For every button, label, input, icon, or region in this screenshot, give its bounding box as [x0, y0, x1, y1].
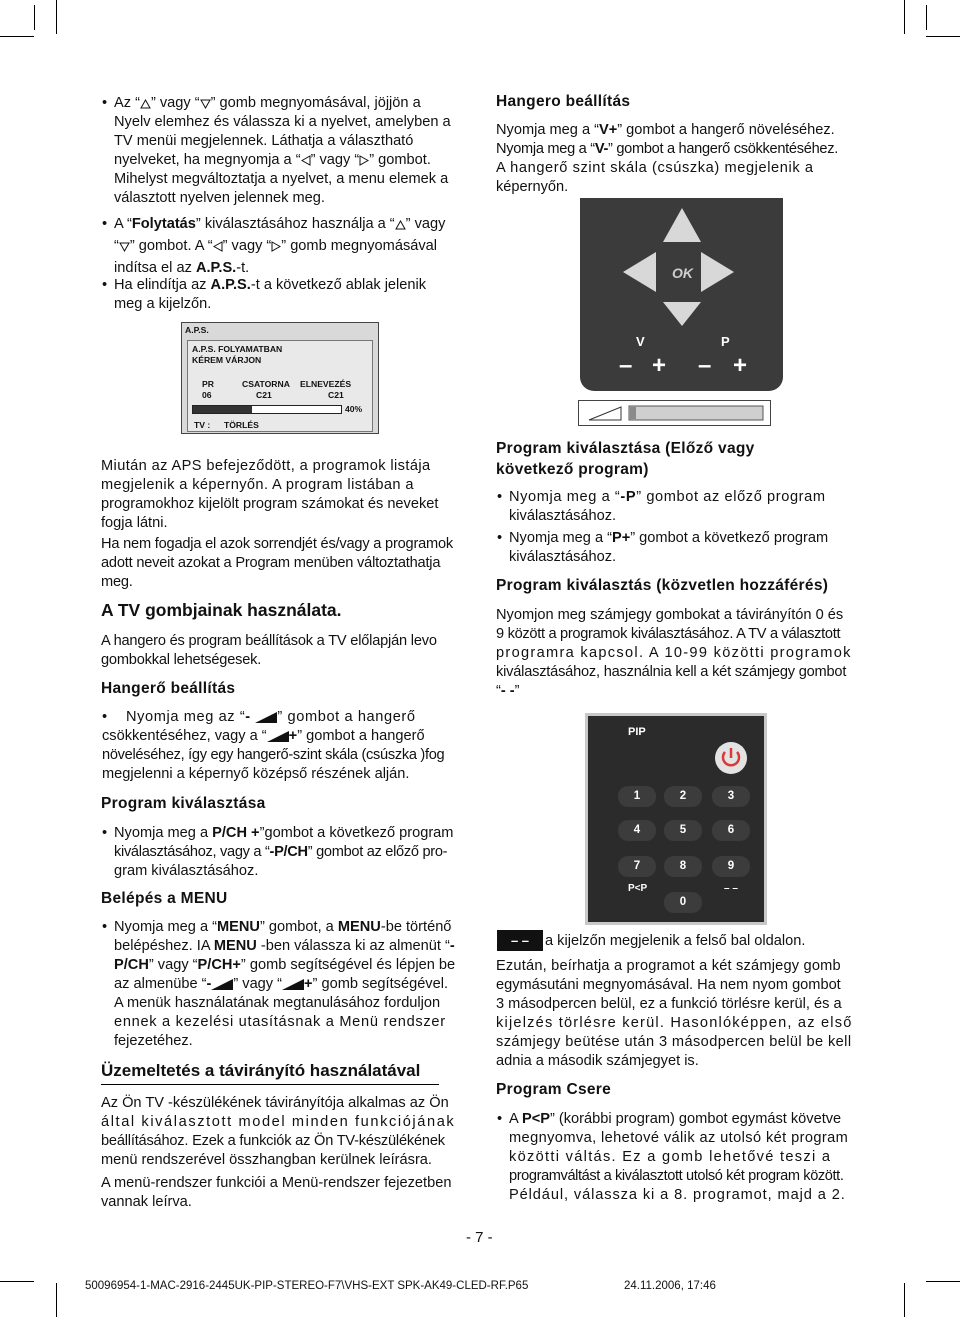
heading-volume-left: Hangerő beállítás	[101, 680, 236, 697]
crop-mark	[926, 5, 927, 30]
paragraph-volume-remote: Nyomja meg a “V+” gombot a hangerő növeléséhez. Nyomja meg a “V-” gombot a hangerő csökkentéséhez. A hangerő szint skála (csúszka) megjelenik a képernyőn.	[496, 122, 838, 195]
heading-rule	[101, 1084, 439, 1085]
up-triangle-icon	[395, 220, 406, 230]
aps-row-name: C21	[328, 390, 344, 400]
nav-left-button	[701, 252, 734, 292]
aps-line1: A.P.S. FOLYAMATBAN	[192, 344, 283, 354]
aps-col-pr: PR	[202, 379, 214, 389]
aps-tv-value: TÖRLÉS	[224, 420, 259, 430]
volume-minus-button[interactable]: –	[619, 352, 633, 379]
down-triangle-icon	[200, 99, 211, 109]
aps-row-pr: 06	[202, 390, 212, 400]
heading-remote: Üzemeltetés a távirányító használatával	[101, 1061, 421, 1080]
crop-mark	[904, 1283, 905, 1317]
volume-ramp-icon	[267, 731, 289, 742]
heading-program-swap: Program Csere	[496, 1081, 612, 1098]
aps-progress-label: 40%	[345, 404, 363, 414]
paragraph-aps-done: Miután az APS befejeződött, a programok listája megjelenik a képernyőn. A program listában a programokhoz kijelölt program számokat és neveket fogja látni.	[101, 458, 439, 531]
crop-mark	[56, 0, 57, 34]
aps-panel	[187, 340, 373, 432]
bullet-aps-start: • Ha elindítja az A.P.S.-t a következő ablak jelenik meg a kijelzőn.	[102, 276, 482, 314]
volume-plus-button[interactable]: +	[652, 352, 667, 379]
aps-tv-label: TV :	[194, 420, 211, 430]
program-minus-button[interactable]: –	[698, 352, 712, 379]
remote-control-numpad	[585, 713, 767, 925]
key-0[interactable]: 0	[664, 892, 702, 913]
volume-ramp-icon	[255, 712, 277, 723]
bullet-continue: • A “Folytatás” kiválasztásához használja a “ ” vagy “ ” gombot. A “ ” vagy “ ” gomb megnyomásával indítsa el az A.P.S.-t.	[102, 213, 482, 279]
aps-row-channel: C21	[256, 390, 272, 400]
volume-label: V	[636, 334, 645, 349]
bullet-program-plus: • Nyomja meg a “P+” gombot a következő program kiválasztásához.	[497, 529, 877, 567]
remote-nav-pad	[580, 198, 783, 391]
key-2[interactable]: 2	[664, 786, 702, 807]
aps-col-channel: CSATORNA	[242, 379, 290, 389]
paragraph-remote: Az Ön TV -készülékének távirányítója alkalmas az Ön által kiválasztott model minden funkciójának beállításához. Ezek a funkciók az Ön TV-készülékének menü rendszerével összhangban kerülnek leírásra.	[101, 1095, 456, 1168]
nav-down-button	[663, 302, 701, 326]
crop-mark	[904, 0, 905, 34]
crop-mark	[34, 5, 35, 30]
right-triangle-icon	[359, 155, 369, 166]
aps-progress-bar	[192, 405, 342, 414]
heading-menu: Belépés a MENU	[101, 890, 228, 907]
bullet-program-swap: • A P<P” (korábbi program) gombot egymást követve megnyomva, lehetové válik az utolsó két program közötti váltás. Ez a gomb lehetővé teszi a programváltást a kiválasztott utolsó két program között. Például, válassza ki a 8. programot, majd a 2.	[497, 1110, 877, 1205]
heading-program-prev-next: Program kiválasztása (Előző vagy következő program)	[496, 440, 755, 478]
bullet-volume-front: • Nyomja meg az “- ” gombot a hangerő csökkentéséhez, vagy a “ +” gombot a hangerő növeléséhez, így egy hangerő-szint skála (csúszka )fog megjelenni a képernyő középső részének alján.	[102, 708, 482, 784]
key-7[interactable]: 7	[618, 856, 656, 877]
heading-tv-buttons: A TV gombjainak használata.	[101, 600, 342, 620]
aps-line2: KÉREM VÁRJON	[192, 355, 262, 365]
paragraph-direct-access: Nyomjon meg számjegy gombokat a távirányítón 0 és 9 között a programok kiválasztásához. A TV a választott programra kapcsol. A 10-99 közötti programok kiválasztásához, használnia kell a két számjegy gombot “- -”	[496, 607, 852, 699]
heading-program-select: Program kiválasztása	[101, 795, 266, 812]
power-icon[interactable]	[713, 740, 749, 776]
bullet-menu: • Nyomja meg a “MENU” gombot, a MENU-be történő belépéshez. IA MENU -ben válassza ki az almenüt “- P/CH” vagy “P/CH+” gomb segítségével és lépjen be az almenübe “- ” vagy “ +” gomb segítségével. A menük használatának megtanulásához forduljon ennek a kezelési utasításnak a Menü rendszer fejezetéhez.	[102, 918, 482, 1051]
two-digit-indicator: – –	[497, 930, 543, 951]
up-triangle-icon	[140, 99, 151, 109]
crop-mark	[0, 36, 34, 37]
pip-label: PIP	[628, 726, 646, 738]
nav-up-button	[663, 208, 701, 242]
volume-slider-graphic	[579, 401, 770, 425]
paragraph-indicator: a kijelzőn megjelenik a felső bal oldalon.	[545, 933, 806, 949]
aps-screen	[181, 322, 379, 434]
program-label: P	[721, 334, 730, 349]
paragraph-two-digit: Ezután, beírhatja a programot a két számjegy gomb egymásutáni megnyomásával. Ha nem nyom gombot 3 másodpercen belül, ez a funkció törlésre kerül, és a kijelzés törlésre kerül. Hasonlóképpen, az első számjegy beütése után 3 másodpercen belül be kell adnia a második számjegyet is.	[496, 958, 853, 1069]
key-ppp[interactable]: P<P	[628, 883, 648, 894]
bullet-program-minus: • Nyomja meg a “-P” gombot az előző program kiválasztásához.	[497, 488, 877, 526]
heading-volume-right: Hangero beállítás	[496, 93, 631, 110]
right-triangle-icon	[271, 241, 281, 252]
key-dash-label: – –	[724, 883, 738, 894]
footer-filename: 50096954-1-MAC-2916-2445UK-PIP-STEREO-F7\VHS-EXT SPK-AK49-CLED-RF.P65	[85, 1280, 529, 1292]
crop-mark	[56, 1283, 57, 1317]
key-9[interactable]: 9	[712, 856, 750, 877]
aps-col-name: ELNEVEZÉS	[300, 379, 352, 389]
key-8[interactable]: 8	[664, 856, 702, 877]
page-number: - 7 -	[466, 1229, 493, 1246]
paragraph-front-buttons: A hangero és program beállítások a TV előlapján levo gombokkal lehetségesek.	[101, 633, 437, 668]
remote-control-top	[580, 198, 783, 391]
key-1[interactable]: 1	[618, 786, 656, 807]
aps-progress-fill	[193, 406, 252, 413]
key-4[interactable]: 4	[618, 820, 656, 841]
paragraph-aps-order: Ha nem fogadja el azok sorrendjét és/vagy a programok adott neveit azokat a Program menüben változtathatja meg.	[101, 536, 454, 590]
key-5[interactable]: 5	[664, 820, 702, 841]
program-plus-button[interactable]: +	[733, 352, 748, 379]
down-triangle-icon	[119, 242, 130, 252]
left-triangle-icon	[213, 241, 223, 252]
left-triangle-icon	[301, 155, 311, 166]
volume-ramp-icon	[282, 979, 304, 990]
aps-title: A.P.S.	[185, 325, 209, 335]
crop-mark	[0, 1281, 34, 1282]
crop-mark	[926, 1281, 960, 1282]
crop-mark	[926, 36, 960, 37]
nav-right-button	[623, 252, 656, 292]
volume-slider	[578, 400, 771, 426]
heading-program-direct: Program kiválasztás (közvetlen hozzáférés)	[496, 577, 829, 594]
paragraph-menu-system: A menü-rendszer funkciói a Menü-rendszer fejezetben vannak leírva.	[101, 1175, 452, 1210]
volume-ramp-icon	[211, 979, 233, 990]
bullet-language: • Az “ ” vagy “ ” gomb megnyomásával, jöjjön a Nyelv elemhez és válassza ki a nyelvet, amelyben a TV menüi megjelennek. Láthatja a választható nyelveket, ha megnyomja a “ ” vagy “ ” gombot. Mihelyst megváltoztatja a nyelvet, a menu elemek a választott nyelven jelennek meg.	[102, 94, 482, 208]
footer-date: 24.11.2006, 17:46	[624, 1280, 716, 1292]
key-3[interactable]: 3	[712, 786, 750, 807]
key-6[interactable]: 6	[712, 820, 750, 841]
ok-button[interactable]: OK	[672, 265, 693, 281]
bullet-program-pch: • Nyomja meg a P/CH +”gombot a következő program kiválasztásához, vagy a “-P/CH” gombot az előző pro- gram kiválasztásához.	[102, 824, 482, 881]
